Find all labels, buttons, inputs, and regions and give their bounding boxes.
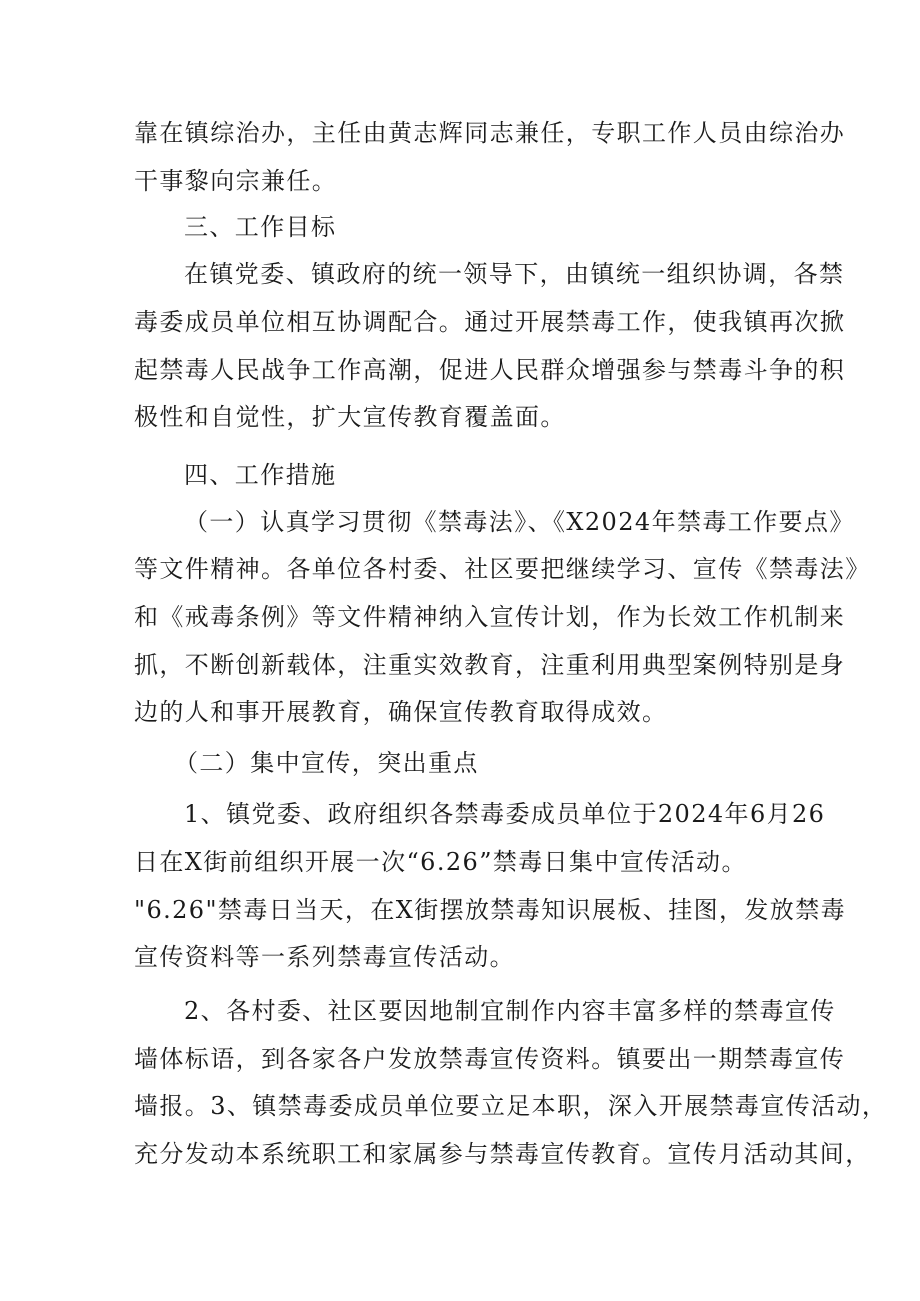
paragraph-line: 等文件精神。各单位各村委、社区要把继续学习、宣传《禁毒法》 <box>134 555 871 583</box>
section-heading: 四、工作措施 <box>184 461 337 489</box>
subsection-heading: （一）认真学习贯彻《禁毒法》、《X2024年禁毒工作要点》 <box>184 508 855 536</box>
subsection-heading: （二）集中宣传，突出重点 <box>174 749 479 777</box>
paragraph-line: 起禁毒人民战争工作高潮，促进人民群众增强参与禁毒斗争的积 <box>134 356 846 384</box>
paragraph-line: 边的人和事开展教育，确保宣传教育取得成效。 <box>134 698 668 726</box>
paragraph-line: 干事黎向宗兼任。 <box>134 167 338 195</box>
paragraph-line: 靠在镇综治办，主任由黄志辉同志兼任，专职工作人员由综治办 <box>134 119 846 147</box>
paragraph-line: 在镇党委、镇政府的统一领导下，由镇统一组织协调，各禁 <box>184 260 845 288</box>
paragraph-line: 2、各村委、社区要因地制宜制作内容丰富多样的禁毒宣传 <box>184 997 836 1025</box>
paragraph-line: 极性和自觉性，扩大宣传教育覆盖面。 <box>134 403 566 431</box>
paragraph-line: 抓，不断创新载体，注重实效教育，注重利用典型案例特别是身 <box>134 651 846 679</box>
paragraph-line: 墙报。3、镇禁毒委成员单位要立足本职，深入开展禁毒宣传活动， <box>134 1092 888 1120</box>
paragraph-line: 1、镇党委、政府组织各禁毒委成员单位于2024年6月26 <box>184 800 826 828</box>
paragraph-line: 充分发动本系统职工和家属参与禁毒宣传教育。宣传月活动其间， <box>134 1140 871 1168</box>
paragraph-line: 和《戒毒条例》等文件精神纳入宣传计划，作为长效工作机制来 <box>134 603 846 631</box>
paragraph-line: 日在X街前组织开展一次“6.26”禁毒日集中宣传活动。 <box>134 848 747 876</box>
section-heading: 三、工作目标 <box>184 213 337 241</box>
paragraph-line: 墙体标语，到各家各户发放禁毒宣传资料。镇要出一期禁毒宣传 <box>134 1045 846 1073</box>
paragraph-line: 宣传资料等一系列禁毒宣传活动。 <box>134 943 515 971</box>
paragraph-line: "6.26"禁毒日当天，在X街摆放禁毒知识展板、挂图，发放禁毒 <box>134 896 846 924</box>
paragraph-line: 毒委成员单位相互协调配合。通过开展禁毒工作，使我镇再次掀 <box>134 308 846 336</box>
